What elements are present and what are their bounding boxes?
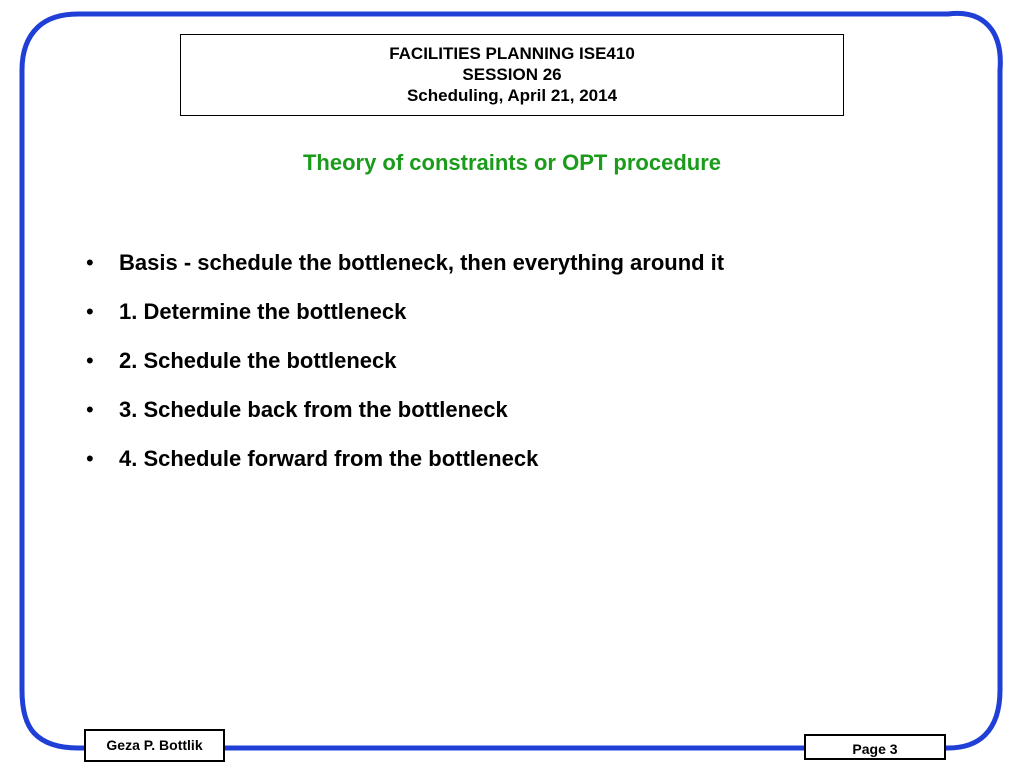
- bullet-icon: •: [86, 250, 94, 275]
- footer-page-number: Page 3: [804, 734, 946, 760]
- course-title: FACILITIES PLANNING ISE410: [389, 44, 635, 63]
- bullet-icon: •: [86, 446, 94, 471]
- bullet-text: Basis - schedule the bottleneck, then everything around it: [119, 250, 725, 275]
- footer-author: Geza P. Bottlik: [84, 729, 225, 762]
- bullet-text: 4. Schedule forward from the bottleneck: [119, 446, 539, 471]
- session-topic-date: Scheduling, April 21, 2014: [406, 86, 618, 105]
- bullet-text: 3. Schedule back from the bottleneck: [119, 397, 508, 422]
- bullet-text: 1. Determine the bottleneck: [119, 299, 407, 324]
- bullet-icon: •: [86, 348, 94, 373]
- bullet-icon: •: [86, 299, 94, 324]
- slide-subtitle: Theory of constraints or OPT procedure: [302, 150, 722, 175]
- slide-header-box: [180, 34, 844, 116]
- session-label: SESSION 26: [462, 65, 562, 84]
- bullet-icon: •: [86, 397, 94, 422]
- bullet-text: 2. Schedule the bottleneck: [119, 348, 397, 373]
